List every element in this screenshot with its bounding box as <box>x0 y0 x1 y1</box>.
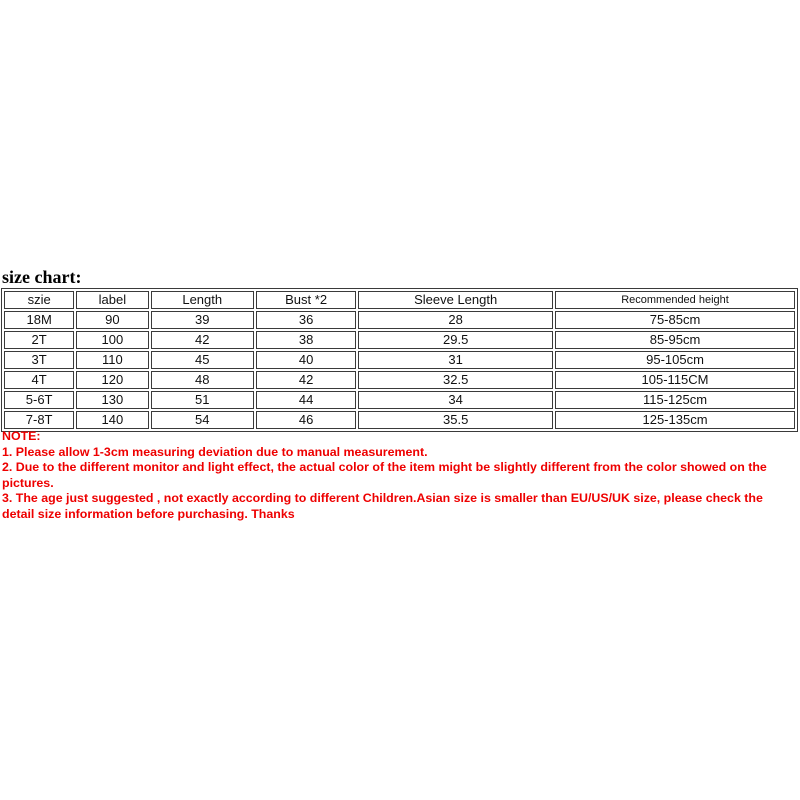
cell-length: 42 <box>151 331 254 349</box>
column-header-recommended-height: Recommended height <box>555 291 795 309</box>
cell-length: 39 <box>151 311 254 329</box>
note-item-color: 2. Due to the different monitor and light effect, the actual color of the item might be slightly different from the color showed on the pictures. <box>2 460 767 490</box>
cell-size: 5-6T <box>4 391 74 409</box>
cell-sleeve-length: 29.5 <box>358 331 553 349</box>
column-header-length: Length <box>151 291 254 309</box>
cell-label: 100 <box>76 331 148 349</box>
cell-length: 54 <box>151 411 254 429</box>
cell-recommended-height: 85-95cm <box>555 331 795 349</box>
cell-size: 18M <box>4 311 74 329</box>
cell-sleeve-length: 34 <box>358 391 553 409</box>
cell-bust: 38 <box>256 331 356 349</box>
cell-label: 90 <box>76 311 148 329</box>
cell-label: 120 <box>76 371 148 389</box>
column-header-sleeve-length: Sleeve Length <box>358 291 553 309</box>
cell-sleeve-length: 31 <box>358 351 553 369</box>
cell-recommended-height: 95-105cm <box>555 351 795 369</box>
table-row <box>4 311 795 329</box>
note-heading: NOTE: <box>2 429 41 443</box>
column-header-size: szie <box>4 291 74 309</box>
cell-length: 51 <box>151 391 254 409</box>
cell-recommended-height: 125-135cm <box>555 411 795 429</box>
size-chart-title: size chart: <box>2 267 82 287</box>
table-header-row <box>4 291 795 309</box>
table-row <box>4 371 795 389</box>
cell-bust: 44 <box>256 391 356 409</box>
notes-section <box>2 429 796 522</box>
cell-bust: 36 <box>256 311 356 329</box>
cell-bust: 42 <box>256 371 356 389</box>
cell-recommended-height: 115-125cm <box>555 391 795 409</box>
note-item-size: 3. The age just suggested , not exactly according to different Children.Asian size is smaller than EU/US/UK size, please check the detail size information before purchasing. Thanks <box>2 491 763 521</box>
cell-size: 3T <box>4 351 74 369</box>
cell-label: 130 <box>76 391 148 409</box>
cell-length: 45 <box>151 351 254 369</box>
table-row <box>4 331 795 349</box>
note-item-measurement: 1. Please allow 1-3cm measuring deviation due to manual measurement. <box>2 444 428 459</box>
table-row <box>4 391 795 409</box>
cell-size: 2T <box>4 331 74 349</box>
cell-bust: 40 <box>256 351 356 369</box>
cell-label: 110 <box>76 351 148 369</box>
table-row <box>4 351 795 369</box>
size-chart-table <box>1 288 798 432</box>
column-header-bust: Bust *2 <box>256 291 356 309</box>
column-header-label: label <box>76 291 148 309</box>
cell-sleeve-length: 28 <box>358 311 553 329</box>
cell-sleeve-length: 32.5 <box>358 371 553 389</box>
cell-bust: 46 <box>256 411 356 429</box>
cell-label: 140 <box>76 411 148 429</box>
cell-length: 48 <box>151 371 254 389</box>
cell-size: 4T <box>4 371 74 389</box>
cell-recommended-height: 105-115CM <box>555 371 795 389</box>
cell-size: 7-8T <box>4 411 74 429</box>
cell-recommended-height: 75-85cm <box>555 311 795 329</box>
cell-sleeve-length: 35.5 <box>358 411 553 429</box>
table-row <box>4 411 795 429</box>
